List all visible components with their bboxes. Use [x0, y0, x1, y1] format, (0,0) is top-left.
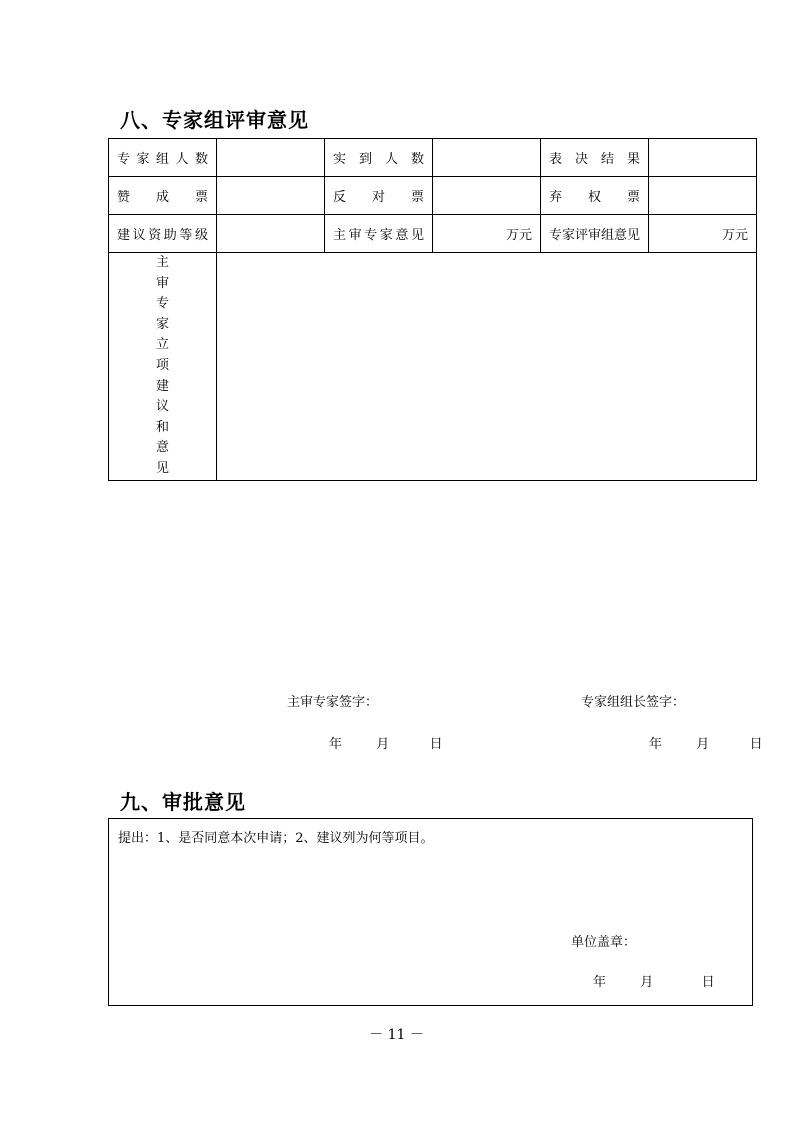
date-month: 月: [640, 975, 654, 990]
label-votes-for: 赞成票: [109, 177, 217, 215]
page-number: － 11 －: [369, 1027, 424, 1043]
expert-review-table: [108, 138, 763, 752]
section-9-title: 九、审批意见: [120, 790, 246, 814]
unit-stamp-label: 单位盖章：: [571, 935, 637, 950]
group-leader-signature-label: 专家组组长签字：: [581, 695, 686, 710]
main-expert-signature-label: 主审专家签字：: [287, 695, 379, 710]
label-abstain: 弃权票: [541, 177, 649, 215]
main-expert-date: [329, 733, 443, 752]
label-vote-result: 表决结果: [541, 139, 649, 177]
vertical-label-cell: [109, 253, 217, 481]
label-attendance: 实到人数: [325, 139, 433, 177]
date-month: 月: [696, 737, 710, 752]
value-group-amount[interactable]: 万元: [649, 215, 757, 253]
opinion-area[interactable]: [217, 253, 763, 752]
date-day: 日: [429, 737, 443, 752]
date-day: 日: [749, 737, 763, 752]
table-row: [109, 177, 757, 215]
vertical-label: 主审专家立项建议和意见: [155, 255, 169, 476]
label-main-expert-opinion: 主审专家意见: [325, 215, 433, 253]
date-year: 年: [593, 975, 607, 990]
value-vote-result[interactable]: [649, 139, 757, 177]
date-year: 年: [329, 737, 343, 752]
approval-prompt: 提出：1、是否同意本次申请；2、建议列为何等项目。: [118, 831, 434, 846]
table-row: [109, 215, 757, 253]
label-funding-grade: 建议资助等级: [109, 215, 217, 253]
group-leader-date: [649, 733, 763, 752]
label-group-opinion: 专家评审组意见: [541, 215, 649, 253]
label-expert-count: 专家组人数: [109, 139, 217, 177]
date-month: 月: [376, 737, 390, 752]
approval-date: [593, 971, 715, 990]
section-8-title: 八、专家组评审意见: [120, 108, 309, 132]
approval-box[interactable]: [108, 818, 753, 1006]
value-expert-count[interactable]: [217, 139, 325, 177]
date-year: 年: [649, 737, 663, 752]
table-row: [109, 139, 757, 177]
value-votes-against[interactable]: [433, 177, 541, 215]
value-funding-grade[interactable]: [217, 215, 325, 253]
value-votes-for[interactable]: [217, 177, 325, 215]
value-attendance[interactable]: [433, 139, 541, 177]
value-abstain[interactable]: [649, 177, 757, 215]
table-row: [109, 253, 757, 481]
label-votes-against: 反对票: [325, 177, 433, 215]
value-main-expert-amount[interactable]: 万元: [433, 215, 541, 253]
date-day: 日: [701, 975, 715, 990]
